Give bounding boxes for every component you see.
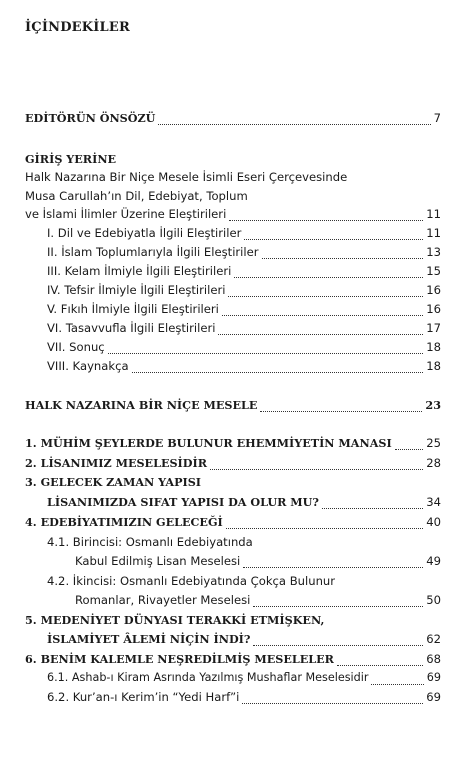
toc-entry-g8[interactable] — [47, 359, 441, 377]
toc-entry-title: Romanlar, Rivayetler Meselesi — [75, 593, 251, 607]
toc-entry-g5[interactable] — [47, 302, 441, 320]
toc-entry-s42[interactable] — [75, 593, 441, 611]
toc-entry-title: V. Fıkıh İlmiyle İlgili Eleştirileri — [47, 302, 219, 316]
dot-leader — [210, 468, 423, 470]
toc-page-number: 11 — [426, 226, 441, 240]
dot-leader — [158, 123, 430, 125]
dot-leader — [234, 276, 423, 278]
toc-entry-s41[interactable] — [75, 554, 441, 572]
dot-leader — [108, 352, 424, 354]
toc-page-number: 28 — [426, 456, 441, 470]
toc-page-number: 16 — [426, 283, 441, 297]
toc-entry-s3[interactable] — [47, 495, 441, 513]
toc-entry-giris[interactable] — [25, 207, 441, 225]
dot-leader — [337, 664, 423, 666]
dot-leader — [260, 410, 422, 412]
toc-page-number: 13 — [426, 245, 441, 259]
dot-leader — [228, 295, 423, 297]
toc-page-number: 16 — [426, 302, 441, 316]
toc-entry-title: 2. LİSANIMIZ MESELESİDİR — [25, 456, 208, 470]
toc-entry-title: Kabul Edilmiş Lisan Meselesi — [75, 554, 241, 568]
dot-leader — [262, 257, 424, 259]
page-title: İÇİNDEKİLER — [25, 20, 131, 35]
toc-page-number: 50 — [426, 593, 441, 607]
toc-entry-title: 4. EDEBİYATIMIZIN GELECEĞİ — [25, 515, 223, 529]
toc-entry-onsoz[interactable] — [25, 111, 441, 129]
toc-entry-g1[interactable] — [47, 226, 441, 244]
toc-page-number: 69 — [426, 671, 441, 684]
toc-entry-text: Halk Nazarına Bir Niçe Mesele İsimli Eseri Çerçevesinde — [25, 170, 348, 184]
toc-page-number: 34 — [426, 495, 441, 509]
toc-entry-halk[interactable] — [25, 398, 441, 416]
toc-entry-s6[interactable] — [25, 652, 441, 670]
toc-page-number: 25 — [426, 436, 441, 450]
dot-leader — [242, 702, 423, 704]
toc-page-number: 15 — [426, 264, 441, 278]
toc-page-number: 68 — [426, 652, 441, 666]
toc-entry-s4[interactable] — [25, 515, 441, 533]
toc-section-giris: GİRİŞ YERİNE — [25, 152, 117, 166]
toc-entry-title: VIII. Kaynakça — [47, 359, 129, 373]
toc-entry-s5[interactable] — [47, 632, 441, 650]
toc-page-number: 69 — [426, 690, 441, 704]
dot-leader — [218, 333, 423, 335]
dot-leader — [371, 683, 423, 685]
toc-entry-s1[interactable] — [25, 436, 441, 454]
toc-page-number: 18 — [426, 359, 441, 373]
toc-entry-text: 5. MEDENİYET DÜNYASI TERAKKİ ETMİŞKEN, — [25, 613, 325, 627]
toc-entry-g6[interactable] — [47, 321, 441, 339]
dot-leader — [253, 644, 423, 646]
dot-leader — [132, 371, 424, 373]
toc-entry-title: ve İslami İlimler Üzerine Eleştirileri — [25, 207, 227, 221]
toc-entry-text: 4.1. Birincisi: Osmanlı Edebiyatında — [47, 535, 253, 549]
toc-entry-title: II. İslam Toplumlarıyla İlgili Eleştiriler — [47, 245, 259, 259]
toc-entry-title: 6.2. Kur’an-ı Kerim’in “Yedi Harf”i — [47, 690, 240, 704]
toc-entry-title: EDİTÖRÜN ÖNSÖZÜ — [25, 111, 156, 125]
toc-page-number: 17 — [426, 321, 441, 335]
dot-leader — [395, 448, 424, 450]
toc-entry-text: 3. GELECEK ZAMAN YAPISI — [25, 475, 202, 489]
toc-entry-title: 1. MÜHİM ŞEYLERDE BULUNUR EHEMMİYETİN MANASI — [25, 436, 392, 450]
toc-entry-title: HALK NAZARINA BİR NİÇE MESELE — [25, 398, 258, 412]
toc-page-number: 23 — [425, 398, 441, 412]
toc-entry-title: III. Kelam İlmiyle İlgili Eleştirileri — [47, 264, 232, 278]
toc-entry-text: 4.2. İkincisi: Osmanlı Edebiyatında Çokça Bulunur — [47, 574, 336, 588]
toc-entry-title: VI. Tasavvufla İlgili Eleştirileri — [47, 321, 216, 335]
toc-entry-s62[interactable] — [47, 690, 441, 708]
toc-page-number: 7 — [433, 111, 441, 125]
dot-leader — [226, 527, 423, 529]
dot-leader — [229, 219, 423, 221]
toc-page-number: 18 — [426, 340, 441, 354]
toc-page-number: 40 — [426, 515, 441, 529]
toc-entry-title: I. Dil ve Edebiyatla İlgili Eleştiriler — [47, 226, 242, 240]
dot-leader — [322, 507, 423, 509]
toc-entry-title: 6. BENİM KALEMLE NEŞREDİLMİŞ MESELELER — [25, 652, 334, 666]
toc-entry-g2[interactable] — [47, 245, 441, 263]
toc-entry-text: Musa Carullah’ın Dil, Edebiyat, Toplum — [25, 189, 248, 203]
toc-entry-title: İSLAMİYET ÂLEMİ NİÇİN İNDİ? — [47, 632, 251, 646]
dot-leader — [222, 314, 423, 316]
dot-leader — [244, 238, 423, 240]
toc-entry-title: IV. Tefsir İlmiyle İlgili Eleştirileri — [47, 283, 226, 297]
dot-leader — [253, 605, 423, 607]
toc-entry-g4[interactable] — [47, 283, 441, 301]
toc-entry-title: LİSANIMIZDA SIFAT YAPISI DA OLUR MU? — [47, 495, 319, 509]
toc-page-number: 62 — [426, 632, 441, 646]
toc-entry-s2[interactable] — [25, 456, 441, 474]
dot-leader — [243, 566, 423, 568]
toc-entry-title: VII. Sonuç — [47, 340, 105, 354]
toc-page-number: 49 — [426, 554, 441, 568]
toc-entry-title: 6.1. Ashab-ı Kiram Asrında Yazılmış Mushaflar Meselesidir — [47, 671, 369, 684]
toc-page-number: 11 — [426, 207, 441, 221]
toc-entry-s61[interactable] — [47, 671, 441, 689]
toc-entry-g7[interactable] — [47, 340, 441, 358]
toc-entry-g3[interactable] — [47, 264, 441, 282]
